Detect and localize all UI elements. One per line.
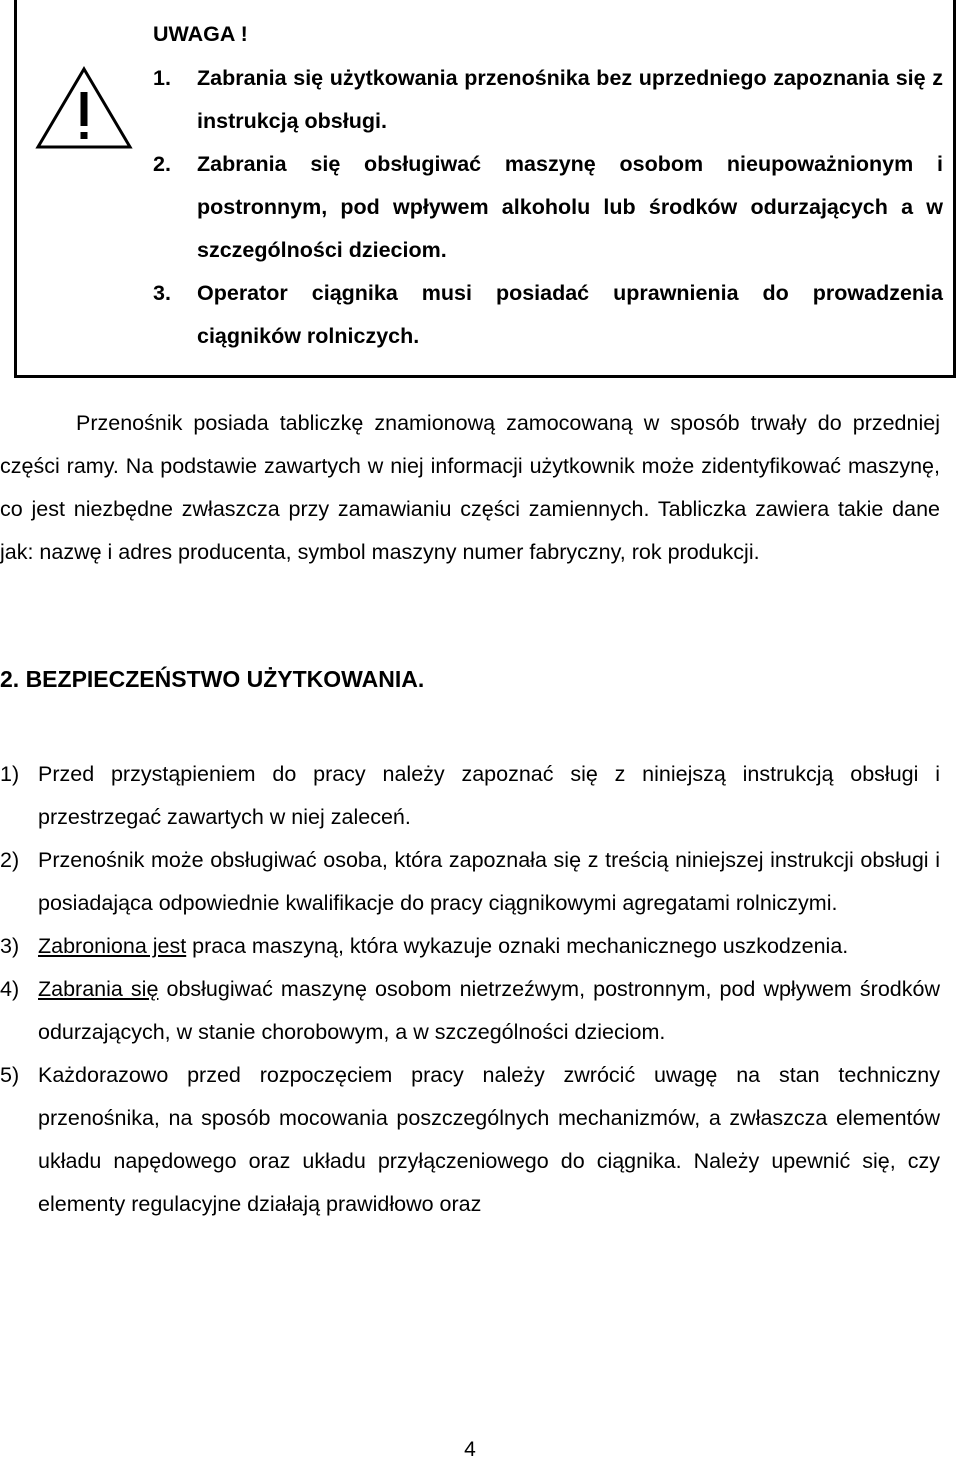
underlined-phrase: Zabrania się bbox=[38, 977, 159, 1001]
list-marker: 3) bbox=[0, 934, 20, 958]
list-item-text bbox=[38, 968, 940, 1054]
list-item-text bbox=[38, 925, 940, 968]
list-item-body: Każdorazowo przed rozpoczęciem pracy należy zwrócić uwagę na stan techniczny przenośnika, na sposób mocowania poszczególnych mechanizmów, a zwłaszcza elementów układu napędowego oraz układu przyłączeniowego do ciągnika. Należy upewnić się, czy elementy regulacyjne działają prawidłowo oraz bbox=[38, 1063, 940, 1216]
list-marker: 5) bbox=[0, 1063, 20, 1087]
list-item bbox=[0, 753, 940, 839]
list-item-body: praca maszyną, która wykazuje oznaki mechanicznego uszkodzenia. bbox=[186, 934, 849, 958]
warning-item-number: 1. bbox=[153, 66, 171, 90]
list-item-text bbox=[38, 753, 940, 839]
list-item bbox=[0, 1054, 940, 1226]
list-marker: 2) bbox=[0, 848, 20, 872]
intro-sentence-2: Na podstawie zawartych w niej informacji użytkownik może zidentyfikować maszynę, co jest niezbędne zwłaszcza przy zamawianiu części zamiennych. bbox=[0, 454, 940, 521]
warning-box bbox=[14, 0, 956, 378]
warning-triangle-icon bbox=[35, 66, 133, 150]
warning-title: UWAGA ! bbox=[153, 22, 248, 46]
list-marker: 1) bbox=[0, 762, 20, 786]
section-heading: 2. BEZPIECZEŃSTWO UŻYTKOWANIA. bbox=[0, 666, 425, 692]
list-item-body: Przed przystąpieniem do pracy należy zapoznać się z niniejszą instrukcją obsługi i przestrzegać zawartych w niej zaleceń. bbox=[38, 762, 940, 829]
warning-item-2 bbox=[153, 143, 943, 272]
list-item bbox=[0, 839, 940, 925]
list-item bbox=[0, 925, 940, 968]
warning-item-text: Zabrania się użytkowania przenośnika bez uprzedniego zapoznania się z instrukcją obsługi. bbox=[197, 66, 943, 133]
list-item-body: obsługiwać maszynę osobom nietrzeźwym, postronnym, pod wpływem środków odurzających, w stanie chorobowym, a w szczególności dzieciom. bbox=[38, 977, 940, 1044]
warning-item-number: 3. bbox=[153, 281, 171, 305]
intro-paragraph bbox=[0, 402, 940, 574]
warning-item-text: Operator ciągnika musi posiadać uprawnienia do prowadzenia ciągników rolniczych. bbox=[197, 281, 943, 348]
list-item bbox=[0, 968, 940, 1054]
warning-item-text: Zabrania się obsługiwać maszynę osobom nieupoważnionym i postronnym, pod wpływem alkoholu lub środków odurzających a w szczególności dzieciom. bbox=[197, 152, 943, 262]
warning-item-3 bbox=[153, 272, 943, 358]
intro-sentence-3: Tabliczka zawiera takie dane jak: nazwę i adres producenta, symbol maszyny numer fabryczny, rok produkcji. bbox=[0, 497, 940, 564]
safety-list bbox=[0, 753, 940, 1226]
warning-item-number: 2. bbox=[153, 152, 171, 176]
underlined-phrase: Zabroniona jest bbox=[38, 934, 187, 958]
page-number: 4 bbox=[464, 1438, 476, 1461]
list-marker: 4) bbox=[0, 977, 20, 1001]
intro-sentence-1: Przenośnik posiada tabliczkę znamionową zamocowaną w sposób trwały do przedniej części ramy. bbox=[0, 411, 940, 478]
list-item-body: Przenośnik może obsługiwać osoba, która zapoznała się z treścią niniejszej instrukcji obsługi i posiadająca odpowiednie kwalifikacje do pracy ciągnikowymi agregatami rolniczymi. bbox=[38, 848, 940, 915]
list-item-text bbox=[38, 839, 940, 925]
list-item-text bbox=[38, 1054, 940, 1226]
warning-item-1 bbox=[153, 57, 943, 143]
